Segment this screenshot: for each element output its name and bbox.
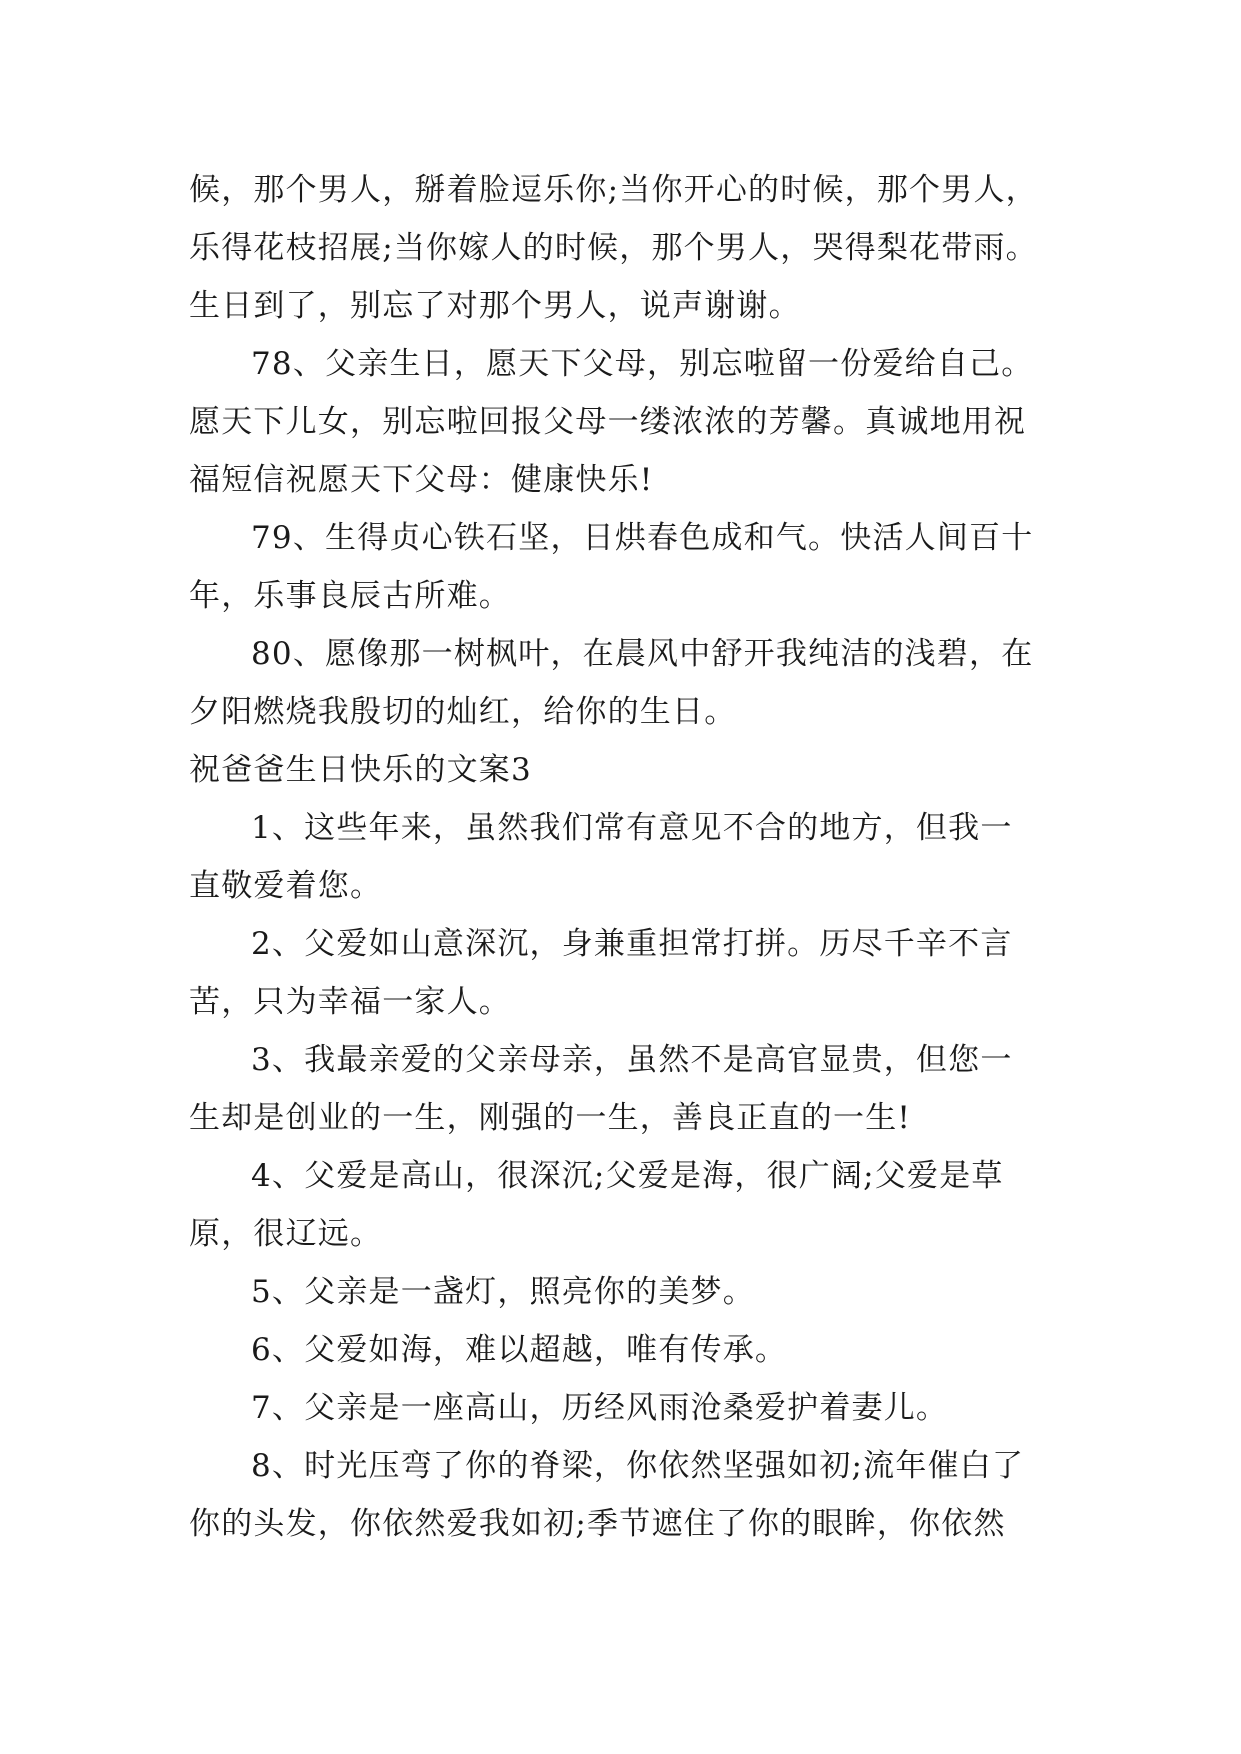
- text-line: 年，乐事良辰古所难。: [189, 578, 511, 614]
- text-line: 福短信祝愿天下父母：健康快乐!: [189, 462, 654, 498]
- text-line: 愿天下儿女，别忘啦回报父母一缕浓浓的芳馨。真诚地用祝: [189, 404, 1027, 440]
- text-line: 直敬爱着您。: [189, 868, 383, 904]
- paragraph-first-line: 78、父亲生日，愿天下父母，别忘啦留一份爱给自己。: [251, 346, 1034, 382]
- document-body: [189, 161, 1059, 1553]
- text-line: 生却是创业的一生，刚强的一生，善良正直的一生!: [189, 1100, 912, 1136]
- paragraph-first-line: 5、父亲是一盏灯，照亮你的美梦。: [251, 1274, 755, 1310]
- paragraph-first-line: 1、这些年来，虽然我们常有意见不合的地方，但我一: [251, 810, 1013, 846]
- text-line: 祝爸爸生日快乐的文案3: [189, 752, 532, 788]
- paragraph-first-line: 7、父亲是一座高山，历经风雨沧桑爱护着妻儿。: [251, 1390, 949, 1426]
- text-line: 夕阳燃烧我殷切的灿红，给你的生日。: [189, 694, 737, 730]
- paragraph-first-line: 80、愿像那一树枫叶，在晨风中舒开我纯洁的浅碧，在: [251, 636, 1034, 672]
- paragraph-first-line: 6、父爱如海，难以超越，唯有传承。: [251, 1332, 788, 1368]
- text-line: 你的头发，你依然爱我如初;季节遮住了你的眼眸，你依然: [189, 1506, 1006, 1542]
- text-line: 候，那个男人，掰着脸逗乐你;当你开心的时候，那个男人，: [189, 172, 1038, 208]
- paragraph-first-line: 3、我最亲爱的父亲母亲，虽然不是高官显贵，但您一: [251, 1042, 1013, 1078]
- text-line: 原，很辽远。: [189, 1216, 383, 1252]
- text-line: 生日到了，别忘了对那个男人，说声谢谢。: [189, 288, 801, 324]
- paragraph-first-line: 79、生得贞心铁石坚，日烘春色成和气。快活人间百十: [251, 520, 1034, 556]
- paragraph-first-line: 8、时光压弯了你的脊梁，你依然坚强如初;流年催白了: [251, 1448, 1025, 1484]
- paragraph-first-line: 4、父爱是高山，很深沉;父爱是海，很广阔;父爱是草: [251, 1158, 1004, 1194]
- paragraph-first-line: 2、父爱如山意深沉，身兼重担常打拼。历尽千辛不言: [251, 926, 1013, 962]
- text-line: 苦，只为幸福一家人。: [189, 984, 511, 1020]
- text-line: 乐得花枝招展;当你嫁人的时候，那个男人，哭得梨花带雨。: [189, 230, 1038, 266]
